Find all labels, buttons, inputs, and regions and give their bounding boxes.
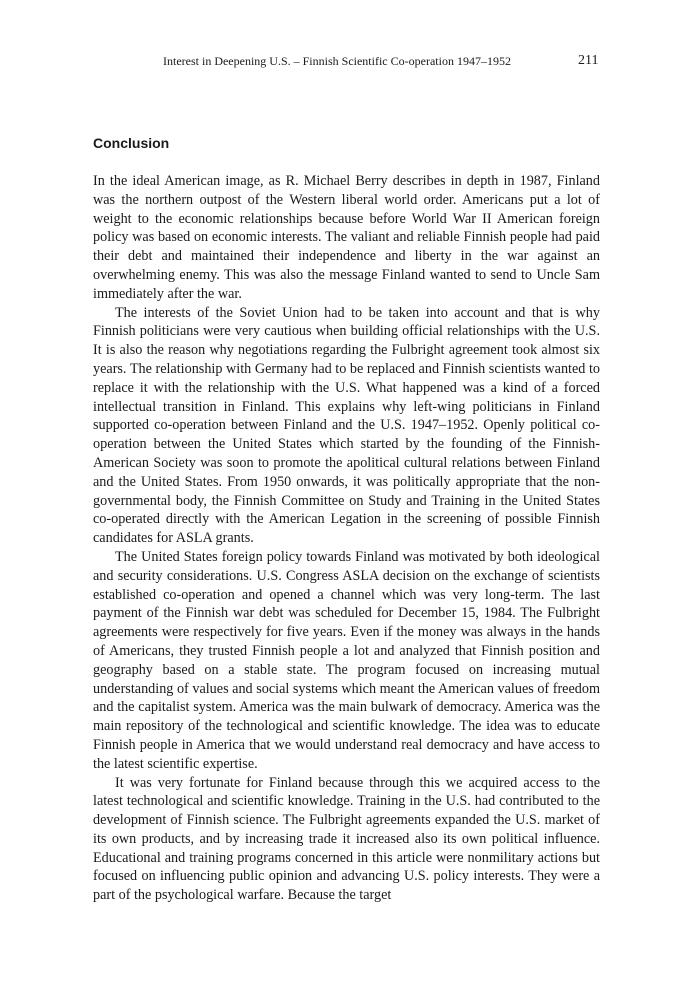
paragraph-1: In the ideal American image, as R. Michael Berry describes in depth in 1987, Finland was the northern outpost of the Western liberal world order. Americans put a lot of weight to the economic relationships because before World War II American foreign policy was based on economic interests. The valiant and reliable Finnish people had paid their debt and maintained their independence and liberty in the war against an overwhelming enemy. This was also the message Finland wanted to send to Uncle Sam immediately after the war. [93, 173, 600, 302]
paragraph-4: It was very fortunate for Finland because through this we acquired access to the latest technological and scientific knowledge. Training in the U.S. had contributed to the development of Finnish science. The Fulbright agreements expanded the U.S. market of its own products, and by increasing trade it increased also its own political influence. Educational and training programs concerned in this article were nonmilitary actions but focused on influencing public opinion and advancing U.S. policy interests. They were a part of the psychological warfare. Because the target [93, 774, 600, 904]
paragraph-2: The interests of the Soviet Union had to be taken into account and that is why Finnish politicians were very cautious when building official relationships with the U.S. It is also the reason why negotiations regarding the Fulbright agreement took almost six years. The relationship with Germany had to be replaced and Finnish scientists wanted to replace it with the relationship with the U.S. What happened was a kind of a forced intellectual transition in Finland. This explains why left-wing politicians in Finland supported co-operation between Finland and the U.S. 1947–1952. Openly political co-operation between the United States which started by the founding of the Finnish-American Society was soon to promote the apolitical cultural relations between Finland and the United States. From 1950 onwards, it was politically appropriate that the non-governmental body, the Finnish Committee on Study and Training in the United States co-operated directly with the American Legation in the screening of possible Finnish candidates for ASLA grants. [93, 304, 600, 547]
page-number: 211 [578, 53, 599, 68]
paragraph-3: The United States foreign policy towards Finland was motivated by both ideological and security considerations. U.S. Congress ASLA decision on the exchange of scientists established co-operation and opened a channel which was very long-term. The last payment of the Finnish war debt was scheduled for December 15, 1984. The Fulbright agreements were respectively for five years. Even if the money was always in the hands of Americans, they trusted Finnish people a lot and analyzed that Finnish position and geography based on a stable state. The program focused on increasing mutual understanding of values and social systems which meant the American values of freedom and the capitalist system. America was the main bulwark of democracy. America was the main repository of the technological and scientific knowledge. The idea was to educate Finnish people in America that we would understand real democracy and have access to the latest scientific expertise. [93, 548, 600, 772]
body-text [93, 172, 600, 905]
running-header [0, 54, 692, 72]
section-heading: Conclusion [93, 135, 170, 151]
running-title: Interest in Deepening U.S. – Finnish Scientific Co-operation 1947–1952 [163, 54, 511, 68]
